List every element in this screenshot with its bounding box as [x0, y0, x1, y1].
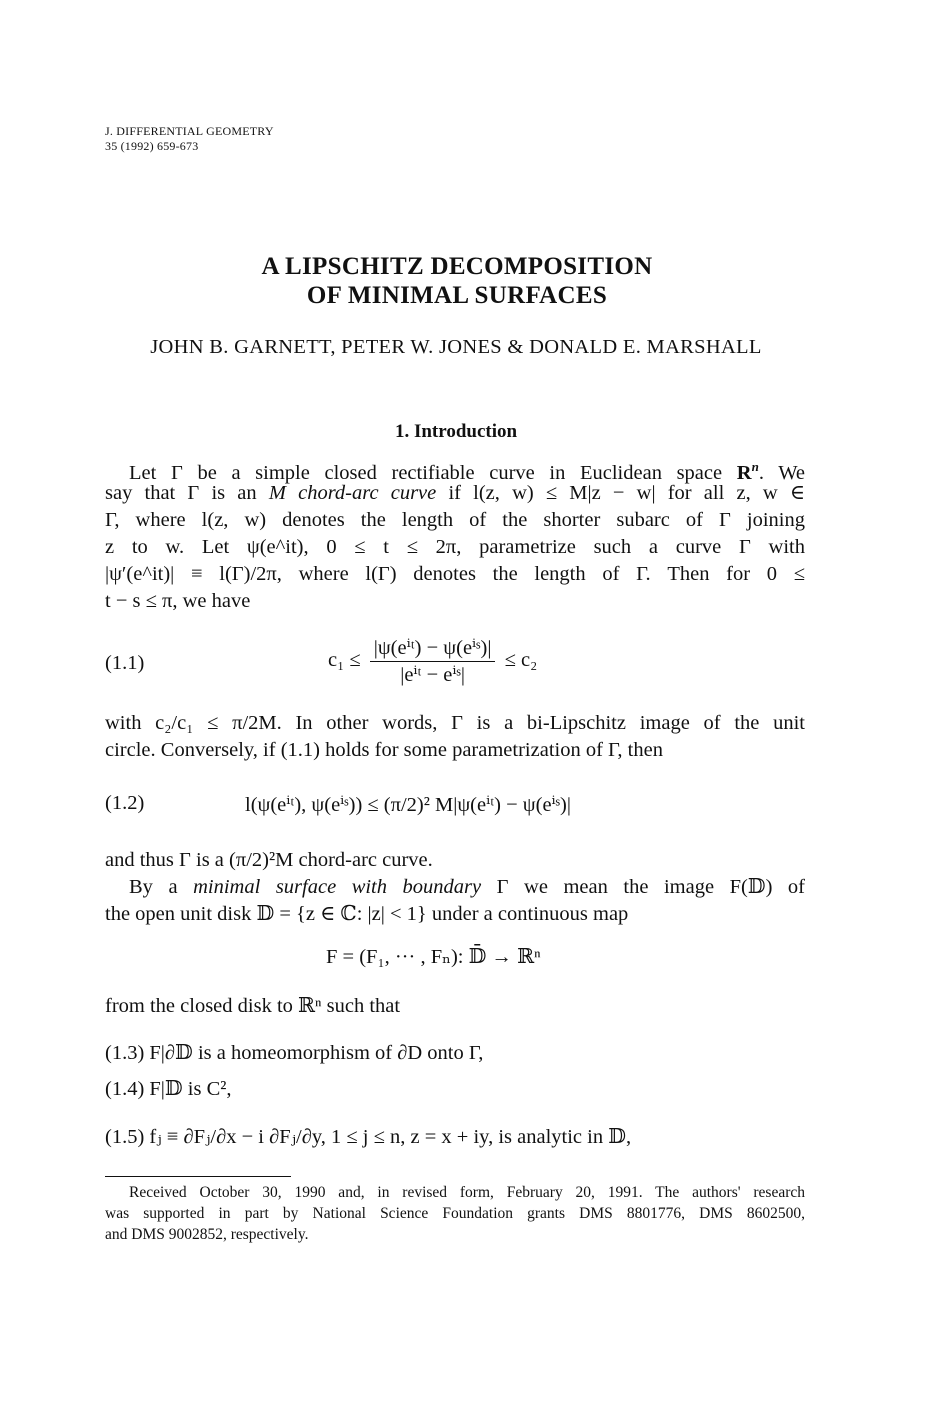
eq-denominator: |eⁱᵗ − eⁱˢ| — [400, 664, 465, 686]
map-equation: F = (F₁, ··· , Fₙ): 𝔻̄ → ℝⁿ — [326, 946, 541, 968]
fraction-inline: π/2 — [232, 712, 259, 734]
footnote-rule — [105, 1176, 291, 1177]
intro-paragraph-5 — [105, 993, 805, 1020]
paragraph-line: t − s ≤ π, we have — [105, 590, 251, 612]
footnote-line: Received October 30, 1990 and, in revised form, February 20, 1991. The authors' research — [129, 1184, 805, 1201]
intro-paragraph-1 — [105, 453, 805, 615]
eq-numerator: |ψ(eⁱᵗ) − ψ(eⁱˢ)| — [370, 636, 496, 662]
paragraph-line — [105, 710, 805, 737]
text-run: with c₂/c₁ ≤ — [105, 712, 219, 734]
condition-1-4: (1.4) F|𝔻 is C², — [105, 1078, 232, 1100]
eq-fraction — [370, 636, 496, 687]
intro-paragraph-4 — [105, 874, 805, 928]
text-run: if l(z, w) ≤ M|z − w| for all z, w ∈ — [448, 482, 806, 504]
footnote — [105, 1182, 805, 1245]
paragraph-line: Γ, where l(z, w) denotes the length of the shorter subarc of Γ joining — [105, 509, 805, 531]
paper-title — [0, 252, 944, 310]
paragraph-line: z to w. Let ψ(e^it), 0 ≤ t ≤ 2π, parametrize such a curve Γ with — [105, 536, 805, 558]
title-line-2: OF MINIMAL SURFACES — [306, 282, 608, 309]
equation-number: (1.2) — [105, 792, 145, 814]
paragraph-line — [105, 874, 805, 901]
paragraph-line: circle. Conversely, if (1.1) holds for some parametrization of Γ, then — [105, 739, 663, 761]
journal-volume: 35 (1992) 659-673 — [105, 139, 199, 153]
footnote-line: was supported in part by National Science Foundation grants DMS 8801776, DMS 8602500, — [105, 1205, 805, 1222]
footnote-line: and DMS 9002852, respectively. — [105, 1226, 309, 1243]
condition-1-5: (1.5) fⱼ ≡ ∂Fⱼ/∂x − i ∂Fⱼ/∂y, 1 ≤ j ≤ n, z = x + iy, is analytic in 𝔻, — [105, 1126, 632, 1148]
equation-number: (1.1) — [105, 652, 145, 674]
text-run: . We — [758, 461, 806, 484]
paragraph-line — [105, 453, 806, 484]
paragraph-line: and thus Γ is a (π/2)²M chord-arc curve. — [105, 849, 433, 871]
intro-paragraph-3 — [105, 847, 805, 874]
paragraph-line: from the closed disk to ℝⁿ such that — [105, 995, 401, 1017]
section-title: 1. Introduction — [394, 421, 518, 442]
math-Rn: $R^n$ — [736, 459, 759, 484]
journal-header — [105, 124, 274, 154]
emphasis-minimal-surface: minimal surface with boundary — [193, 876, 482, 898]
text-run: Γ we mean the image F(𝔻) of — [496, 876, 806, 898]
text-run: say that Γ is an — [105, 482, 257, 504]
journal-name: J. DIFFERENTIAL GEOMETRY — [105, 124, 274, 138]
eq-left: c₁ ≤ — [328, 649, 361, 672]
eq-right: ≤ c₂ — [504, 649, 538, 672]
text-run: Let Γ be a simple closed rectifiable curve in Euclidean space — [129, 461, 723, 484]
equation-1-2: l(ψ(eⁱᵗ), ψ(eⁱˢ)) ≤ (π/2)² M|ψ(eⁱᵗ) − ψ(eⁱˢ)| — [245, 794, 571, 816]
emphasis-chord-arc: M chord-arc curve — [268, 482, 437, 504]
title-line-1: A LIPSCHITZ DECOMPOSITION — [261, 253, 653, 280]
condition-1-3: (1.3) F|∂𝔻 is a homeomorphism of ∂D onto Γ, — [105, 1042, 484, 1064]
section-heading — [0, 421, 944, 443]
text-run: By a — [129, 876, 178, 898]
authors — [0, 336, 944, 359]
author-list: JOHN B. GARNETT, PETER W. JONES & DONALD E. MARSHALL — [150, 336, 762, 358]
paragraph-line: the open unit disk 𝔻 = {z ∈ ℂ: |z| < 1} under a continuous map — [105, 903, 629, 925]
paragraph-line — [105, 480, 805, 507]
paragraph-line: |ψ′(e^it)| ≡ l(Γ)/2π, where l(Γ) denotes the length of Γ. Then for 0 ≤ — [105, 563, 805, 585]
equation-1-1 — [328, 636, 537, 687]
intro-paragraph-2 — [105, 710, 805, 764]
text-run: M. In other words, Γ is a bi-Lipschitz image of the unit — [258, 712, 805, 734]
